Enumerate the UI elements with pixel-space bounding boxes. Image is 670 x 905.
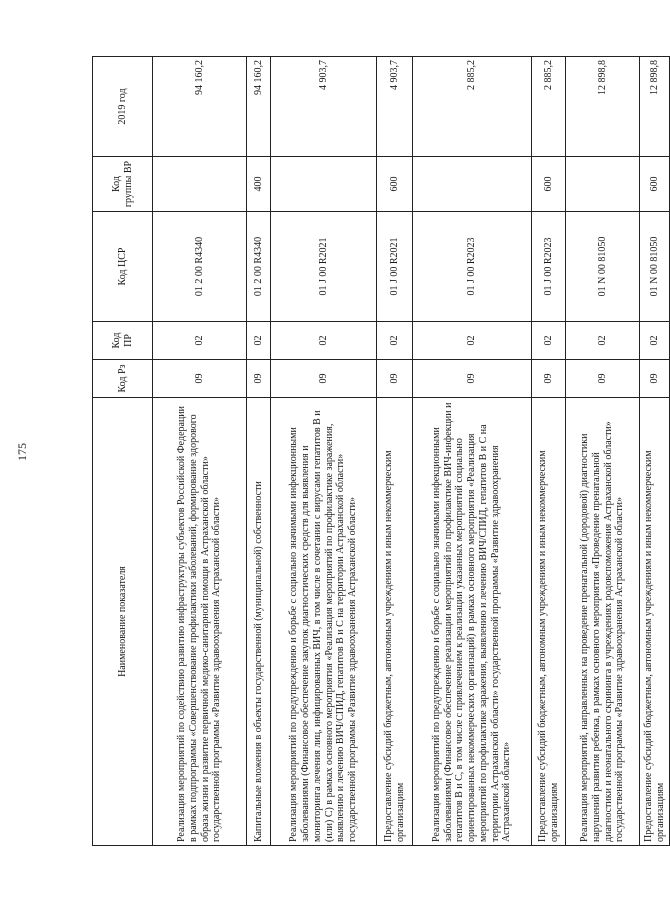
table-row bbox=[640, 57, 670, 846]
row-pr: 02 bbox=[532, 322, 566, 360]
row-csr: 01 J 00 R2021 bbox=[377, 212, 413, 322]
row-pr: 02 bbox=[271, 322, 377, 360]
row-vr: 400 bbox=[247, 157, 271, 212]
row-value: 94 160,2 bbox=[247, 57, 271, 157]
row-pr: 02 bbox=[153, 322, 247, 360]
row-csr: 01 J 00 R2023 bbox=[413, 212, 532, 322]
row-csr: 01 N 00 81050 bbox=[566, 212, 640, 322]
budget-table bbox=[92, 56, 670, 846]
row-csr: 01 J 00 R2021 bbox=[271, 212, 377, 322]
row-rz: 09 bbox=[640, 360, 670, 398]
table-row bbox=[413, 57, 532, 846]
row-name: Реализация мероприятий по содействию развитию инфраструктуры субъектов Российской Федерации в рамках подпрограммы «Совершенствование профилактики заболеваний, формирование здорового образа жизни и развитие первичной медико-санитарной помощи в Астраханской области» государственной программы «Развитие здравоохранения Астраханской области» bbox=[153, 398, 247, 846]
table-row bbox=[271, 57, 377, 846]
row-name: Предоставление субсидий бюджетным, автономным учреждениям и иным некоммерческим организациям bbox=[532, 398, 566, 846]
row-pr: 02 bbox=[247, 322, 271, 360]
table-header-row bbox=[93, 57, 153, 846]
header-rz: Код Рз bbox=[93, 360, 153, 398]
row-name: Предоставление субсидий бюджетным, автономным учреждениям и иным некоммерческим организациям bbox=[640, 398, 670, 846]
row-name: Реализация мероприятий по предупреждению и борьбе с социально значимыми инфекционными заболеваниями (Финансовое обеспечение реализации мероприятий по профилактике ВИЧ-инфекции и гепатитов В и С, в том числе с привлечением к реализации указанных мероприятий социально ориентированных некоммерческих организаций) в рамках основного мероприятия «Реализация мероприятий по профилактике заражения, выявлению и лечению ВИЧ/СПИД, гепатитов В и С на территории Астраханской области» государственной программы «Развитие здравоохранения Астраханской области» bbox=[413, 398, 532, 846]
row-value: 12 898,8 bbox=[566, 57, 640, 157]
row-vr: 600 bbox=[532, 157, 566, 212]
row-name: Реализация мероприятий, направленных на проведение пренатальной (дородовой) диагностики нарушений развития ребенка, в рамках основного мероприятия «Проведение пренатальной диагностики и неонатального скрининга в учреждениях родовспоможения Астраханской области» государственной программы «Развитие здравоохранения Астраханской области» bbox=[566, 398, 640, 846]
row-vr: 600 bbox=[377, 157, 413, 212]
header-year: 2019 год bbox=[93, 57, 153, 157]
row-value: 12 898,8 bbox=[640, 57, 670, 157]
row-csr: 01 2 00 R4340 bbox=[153, 212, 247, 322]
page-number: 175 bbox=[15, 443, 29, 461]
row-vr bbox=[153, 157, 247, 212]
row-rz: 09 bbox=[271, 360, 377, 398]
row-value: 2 885,2 bbox=[532, 57, 566, 157]
row-pr: 02 bbox=[413, 322, 532, 360]
row-csr: 01 N 00 81050 bbox=[640, 212, 670, 322]
header-pr: Код ПР bbox=[93, 322, 153, 360]
row-csr: 01 J 00 R2023 bbox=[532, 212, 566, 322]
row-rz: 09 bbox=[566, 360, 640, 398]
row-value: 2 885,2 bbox=[413, 57, 532, 157]
row-vr bbox=[413, 157, 532, 212]
row-value: 4 903,7 bbox=[271, 57, 377, 157]
row-vr bbox=[566, 157, 640, 212]
row-name: Предоставление субсидий бюджетным, автономным учреждениям и иным некоммерческим организациям bbox=[377, 398, 413, 846]
row-csr: 01 2 00 R4340 bbox=[247, 212, 271, 322]
header-vr: Код группы ВР bbox=[93, 157, 153, 212]
table-row bbox=[247, 57, 271, 846]
header-name: Наименование показателя bbox=[93, 398, 153, 846]
header-csr: Код ЦСР bbox=[93, 212, 153, 322]
row-pr: 02 bbox=[640, 322, 670, 360]
row-pr: 02 bbox=[377, 322, 413, 360]
table-row bbox=[153, 57, 247, 846]
table-row bbox=[377, 57, 413, 846]
row-name: Реализация мероприятий по предупреждению и борьбе с социально значимыми инфекционными заболеваниями (Финансовое обеспечение закупок диагностических средств для выявления и мониторинга лечения лиц, инфицированных ВИЧ, в том числе в сочетании с вирусами гепатитов В и (или) С) в рамках основного мероприятия «Реализация мероприятий по профилактике заражения, выявлению и лечению ВИЧ/СПИД, гепатитов В и С на территории Астраханской области» государственной программы «Развитие здравоохранения Астраханской области» bbox=[271, 398, 377, 846]
row-rz: 09 bbox=[377, 360, 413, 398]
row-rz: 09 bbox=[532, 360, 566, 398]
row-rz: 09 bbox=[413, 360, 532, 398]
table-row bbox=[532, 57, 566, 846]
row-value: 4 903,7 bbox=[377, 57, 413, 157]
row-name: Капитальные вложения в объекты государственной (муниципальной) собственности bbox=[247, 398, 271, 846]
row-rz: 09 bbox=[153, 360, 247, 398]
row-pr: 02 bbox=[566, 322, 640, 360]
row-vr: 600 bbox=[640, 157, 670, 212]
rotated-table-wrapper bbox=[92, 57, 666, 846]
row-value: 94 160,2 bbox=[153, 57, 247, 157]
row-vr bbox=[271, 157, 377, 212]
row-rz: 09 bbox=[247, 360, 271, 398]
table-row bbox=[566, 57, 640, 846]
